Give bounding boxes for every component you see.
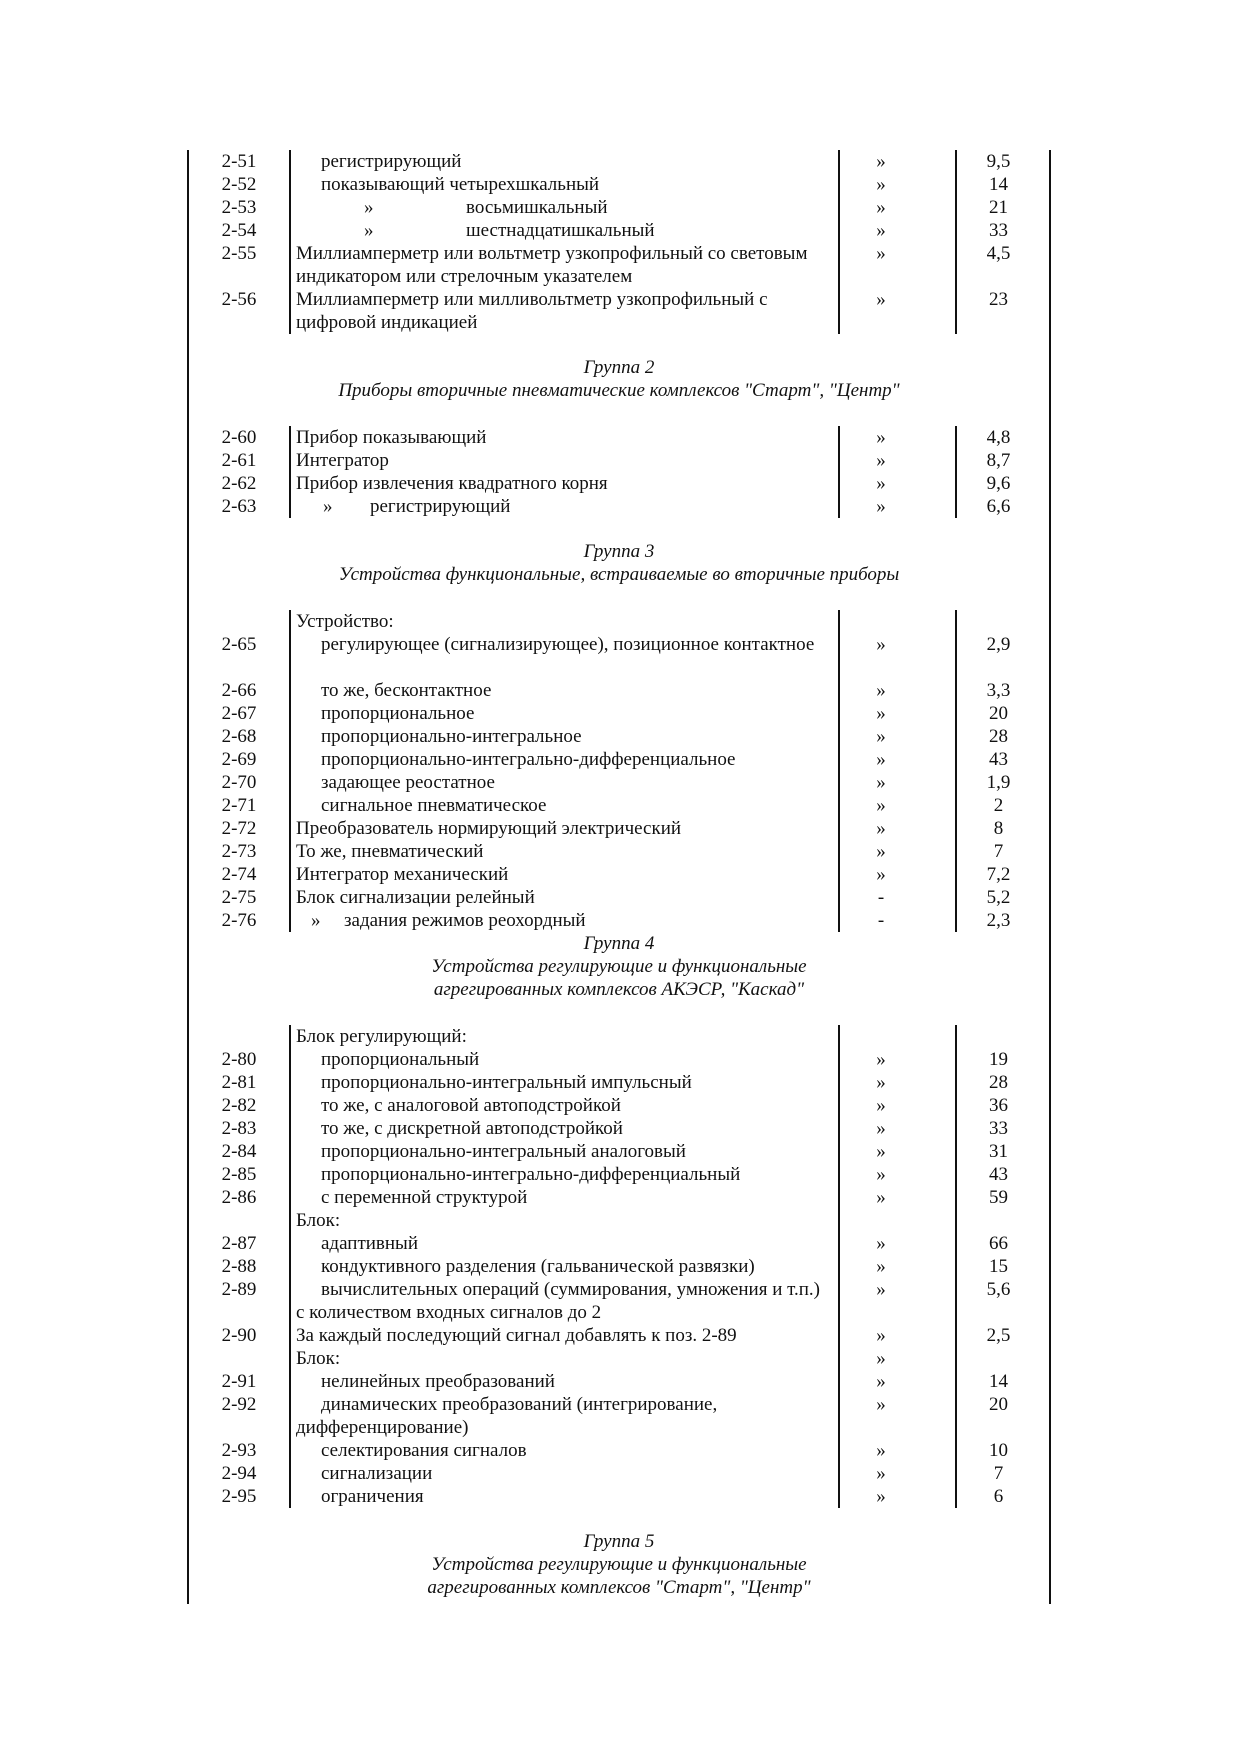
row-value: 5,6 [986,1279,1011,1300]
group-heading [189,356,1049,402]
row-description: задания режимов реохордный [344,910,586,931]
row-description: пропорциональное [321,703,475,724]
row-code: 2-89 [221,1279,257,1300]
row-unit: » [876,772,886,793]
row-description: То же, пневматический [296,841,484,862]
row-description: Блок сигнализации релейный [296,887,535,908]
row-value: 9,5 [986,151,1011,172]
table-row [189,1278,1049,1324]
row-ditto: » [364,220,374,241]
table-row [189,610,1049,633]
row-code: 2-95 [221,1486,257,1507]
row-value: 4,8 [986,427,1011,448]
row-code: 2-68 [221,726,257,747]
row-unit: » [876,749,886,770]
row-value: 1,9 [986,772,1011,793]
row-value: 10 [989,1440,1008,1461]
row-unit: » [876,450,886,471]
row-unit: » [876,1072,886,1093]
table-row [189,242,1049,288]
group-heading [189,1530,1049,1599]
table-row [189,1186,1049,1209]
table-row [189,840,1049,863]
table-row [189,1140,1049,1163]
row-description: Интегратор механический [296,864,509,885]
row-unit: » [876,1463,886,1484]
group-title: Устройства функциональные, встраиваемые во вторичные приборы [338,564,900,585]
row-unit: » [876,1371,886,1392]
row-code: 2-86 [221,1187,257,1208]
row-description: кондуктивного разделения (гальванической развязки) [321,1256,755,1277]
row-value: 2,3 [986,910,1011,931]
row-description: Блок регулирующий: [296,1026,467,1047]
table-row [189,748,1049,771]
table-row [189,1370,1049,1393]
row-unit: » [876,818,886,839]
row-description: Прибор извлечения квадратного корня [296,473,608,494]
table-row [189,196,1049,219]
row-unit: » [876,1325,886,1346]
table-right-border [1049,150,1051,1604]
table-row [189,449,1049,472]
row-code: 2-71 [221,795,257,816]
row-description: восьмишкальный [466,197,608,218]
table-row [189,1232,1049,1255]
row-description: адаптивный [321,1233,418,1254]
row-code: 2-74 [221,864,257,885]
row-unit: » [876,1164,886,1185]
row-description: Устройство: [296,611,394,632]
row-code: 2-65 [221,634,257,655]
row-description: динамических преобразований (интегрирование, дифференцирование) [296,1394,718,1438]
row-unit: » [876,795,886,816]
row-code: 2-75 [221,887,257,908]
row-code: 2-66 [221,680,257,701]
row-code: 2-63 [221,496,257,517]
row-value: 36 [989,1095,1008,1116]
row-description: вычислительных операций (суммирования, умножения и т.п.) с количеством входных сигналов до 2 [296,1279,820,1323]
table-row [189,679,1049,702]
row-unit: » [876,1256,886,1277]
group-heading [189,932,1049,1001]
row-code: 2-88 [221,1256,257,1277]
row-unit: » [876,151,886,172]
row-description: сигнализации [321,1463,433,1484]
row-code: 2-72 [221,818,257,839]
row-unit: » [876,1187,886,1208]
group-label: Группа 2 [583,357,655,378]
table-row [189,1347,1049,1370]
table-row [189,771,1049,794]
row-code: 2-81 [221,1072,257,1093]
table-row [189,863,1049,886]
table-row [189,173,1049,196]
row-value: 33 [989,220,1008,241]
row-unit: » [876,197,886,218]
row-description: пропорциональный [321,1049,480,1070]
table-row [189,150,1049,173]
table-row [189,426,1049,449]
row-unit: » [876,496,886,517]
table-row [189,1048,1049,1071]
group-title: Приборы вторичные пневматические комплексов "Старт", "Центр" [338,380,900,401]
row-code: 2-84 [221,1141,257,1162]
row-ditto: » [364,197,374,218]
row-code: 2-52 [221,174,257,195]
row-unit: » [876,427,886,448]
table-row [189,1025,1049,1048]
row-value: 3,3 [986,680,1011,701]
table-row [189,794,1049,817]
row-unit: » [876,1118,886,1139]
row-ditto: » [323,496,333,517]
row-description: Преобразователь нормирующий электрический [296,818,682,839]
table-row [189,702,1049,725]
group-label: Группа 3 [583,541,655,562]
row-value: 5,2 [986,887,1011,908]
row-value: 43 [989,749,1008,770]
row-value: 43 [989,1164,1008,1185]
row-description: Блок: [296,1348,341,1369]
row-code: 2-70 [221,772,257,793]
row-unit: » [876,864,886,885]
row-value: 7,2 [986,864,1011,885]
group-label: Группа 4 [583,933,655,954]
row-description: регистрирующий [370,496,511,517]
row-code: 2-55 [221,243,257,264]
row-code: 2-73 [221,841,257,862]
table-row [189,1071,1049,1094]
table-row [189,1163,1049,1186]
row-value: 33 [989,1118,1008,1139]
table-row [189,1094,1049,1117]
row-value: 14 [989,1371,1008,1392]
table-row [189,472,1049,495]
row-unit: - [877,887,885,908]
row-unit: » [876,726,886,747]
row-unit: » [876,703,886,724]
row-code: 2-80 [221,1049,257,1070]
table-row [189,725,1049,748]
row-unit: » [876,1233,886,1254]
row-code: 2-91 [221,1371,257,1392]
row-value: 31 [989,1141,1008,1162]
row-value: 9,6 [986,473,1011,494]
row-description: регулирующее (сигнализирующее), позиционное контактное [321,634,815,655]
row-description: нелинейных преобразований [321,1371,555,1392]
row-unit: » [876,1486,886,1507]
row-code: 2-56 [221,289,257,310]
row-value: 6,6 [986,496,1011,517]
table-row [189,1324,1049,1347]
row-code: 2-76 [221,910,257,931]
row-description: то же, с аналоговой автоподстройкой [321,1095,621,1116]
table-row [189,909,1049,932]
table-row [189,219,1049,242]
row-unit: » [876,1279,886,1300]
group-heading [189,540,1049,586]
row-unit: » [876,1095,886,1116]
row-unit: » [876,174,886,195]
row-code: 2-61 [221,450,257,471]
row-code: 2-62 [221,473,257,494]
row-code: 2-53 [221,197,257,218]
row-ditto: » [311,910,321,931]
group-label: Группа 5 [583,1531,655,1552]
row-code: 2-82 [221,1095,257,1116]
row-description: задающее реостатное [321,772,495,793]
row-code: 2-87 [221,1233,257,1254]
row-value: 7 [993,1463,1004,1484]
row-value: 28 [989,726,1008,747]
row-description: с переменной структурой [321,1187,528,1208]
row-unit: » [876,243,886,264]
table-row [189,1117,1049,1140]
row-description: Прибор показывающий [296,427,487,448]
row-value: 28 [989,1072,1008,1093]
row-description: пропорционально-интегрально-дифференциальное [321,749,736,770]
row-code: 2-94 [221,1463,257,1484]
row-value: 59 [989,1187,1008,1208]
row-unit: » [876,1394,886,1415]
row-value: 20 [989,1394,1008,1415]
row-description: пропорционально-интегральный аналоговый [321,1141,686,1162]
row-code: 2-60 [221,427,257,448]
row-value: 21 [989,197,1008,218]
row-value: 23 [989,289,1008,310]
row-description: Миллиамперметр или вольтметр узкопрофильный со световым индикатором или стрелочным указателем [296,243,808,287]
group-title: Устройства регулирующие и функциональные агрегированных комплексов "Старт", "Центр" [427,1554,811,1598]
row-value: 15 [989,1256,1008,1277]
table-row [189,1255,1049,1278]
row-value: 20 [989,703,1008,724]
row-unit: » [876,1348,886,1369]
row-description: За каждый последующий сигнал добавлять к поз. 2-89 [296,1325,737,1346]
row-description: регистрирующий [321,151,462,172]
table-row [189,817,1049,840]
row-code: 2-92 [221,1394,257,1415]
row-code: 2-85 [221,1164,257,1185]
row-value: 7 [993,841,1004,862]
group-title: Устройства регулирующие и функциональные агрегированных комплексов АКЭСР, "Каскад" [431,956,807,1000]
row-description: то же, с дискретной автоподстройкой [321,1118,623,1139]
table-row [189,1439,1049,1462]
row-value: 2,9 [986,634,1011,655]
row-unit: - [877,910,885,931]
row-code: 2-83 [221,1118,257,1139]
row-value: 8 [993,818,1004,839]
row-description: показывающий четырехшкальный [321,174,600,195]
row-unit: » [876,634,886,655]
row-unit: » [876,220,886,241]
row-code: 2-54 [221,220,257,241]
table-row [189,633,1049,679]
row-description: ограничения [321,1486,424,1507]
row-value: 2,5 [986,1325,1011,1346]
table-row [189,1209,1049,1232]
table-row [189,288,1049,334]
row-description: Миллиамперметр или милливольтметр узкопрофильный с цифровой индикацией [296,289,768,333]
row-unit: » [876,1440,886,1461]
row-value: 4,5 [986,243,1011,264]
row-unit: » [876,680,886,701]
row-description: селектирования сигналов [321,1440,527,1461]
table-row [189,886,1049,909]
row-unit: » [876,289,886,310]
row-value: 19 [989,1049,1008,1070]
row-unit: » [876,1049,886,1070]
row-unit: » [876,841,886,862]
row-code: 2-67 [221,703,257,724]
row-description: Блок: [296,1210,341,1231]
row-description: шестнадцатишкальный [466,220,655,241]
row-value: 14 [989,174,1008,195]
row-value: 8,7 [986,450,1011,471]
row-code: 2-93 [221,1440,257,1461]
row-code: 2-69 [221,749,257,770]
table-row [189,1485,1049,1508]
row-unit: » [876,473,886,494]
row-description: Интегратор [296,450,389,471]
table-row [189,495,1049,518]
row-value: 2 [993,795,1004,816]
row-value: 6 [993,1486,1004,1507]
row-description: сигнальное пневматическое [321,795,547,816]
table-row [189,1462,1049,1485]
row-description: пропорционально-интегральный импульсный [321,1072,692,1093]
row-description: то же, бесконтактное [321,680,492,701]
row-code: 2-51 [221,151,257,172]
row-description: пропорционально-интегрально-дифференциальный [321,1164,741,1185]
row-value: 66 [989,1233,1008,1254]
table-row [189,1393,1049,1439]
row-unit: » [876,1141,886,1162]
row-code: 2-90 [221,1325,257,1346]
row-description: пропорционально-интегральное [321,726,582,747]
